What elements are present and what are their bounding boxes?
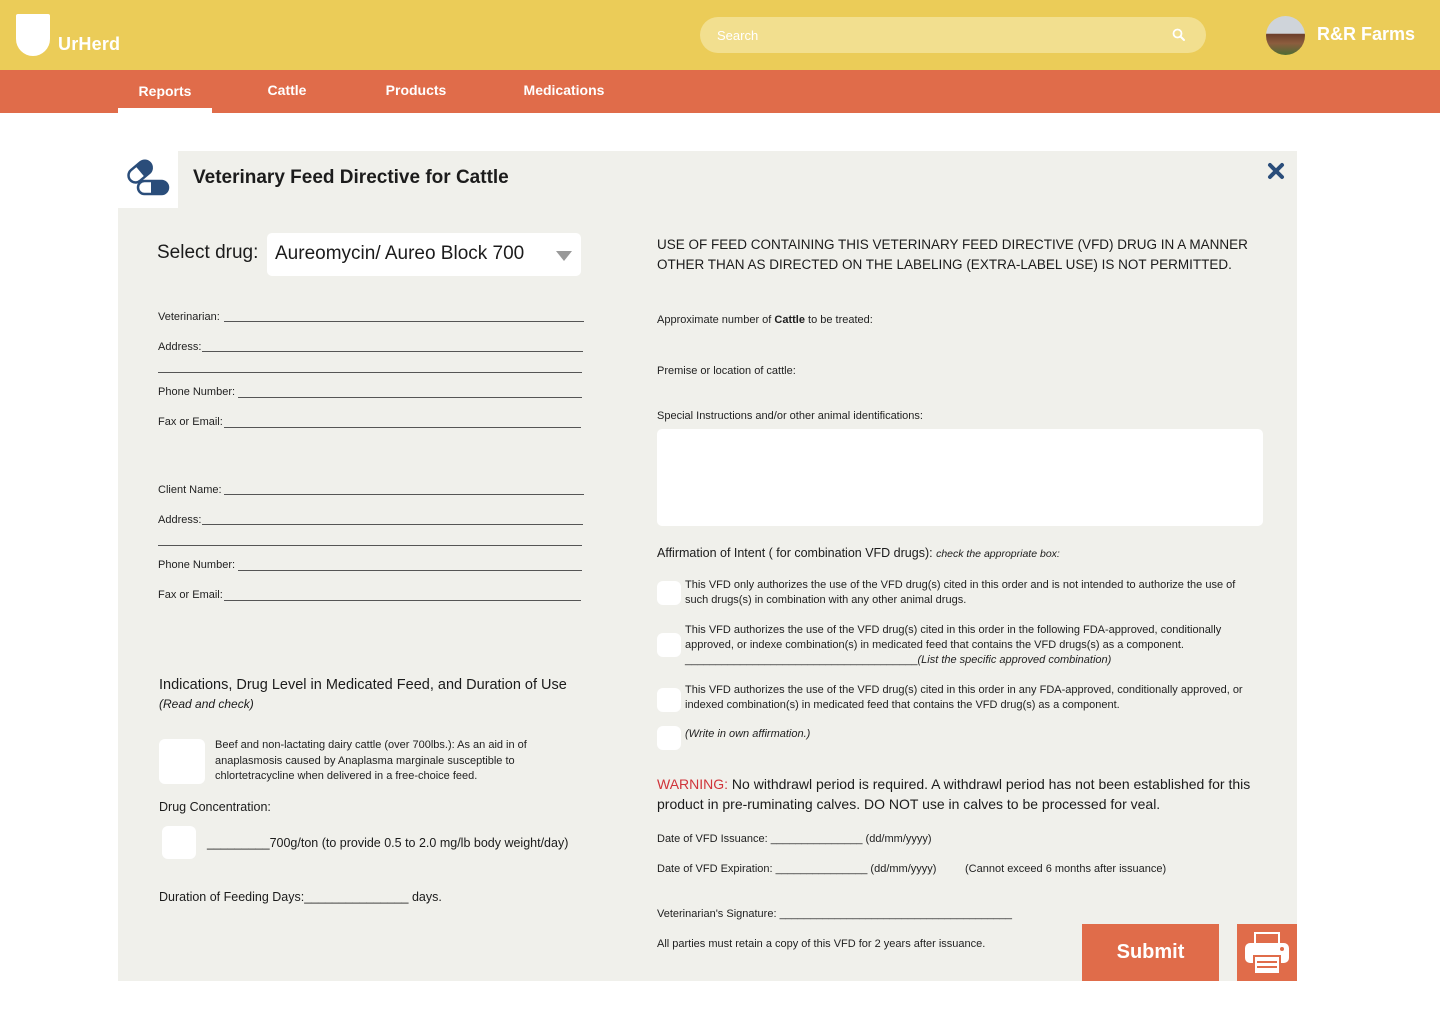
expiration-date-field[interactable]: Date of VFD Expiration: _______________ (dd/mm/yyyy) [657, 863, 937, 875]
affirmation-title-text: Affirmation of Intent ( for combination VFD drugs): [657, 546, 933, 560]
indications-subtitle: (Read and check) [159, 697, 254, 711]
vet-address-label: Address: [158, 341, 202, 353]
special-instructions-label: Special Instructions and/or other animal identifications: [657, 410, 923, 422]
tab-cattle[interactable]: Cattle [267, 82, 307, 98]
warning-body: No withdrawl period is required. A withdrawl period has not been established for this product in pre-ruminating calves. DO NOT use in calves to be processed for veal. [657, 776, 1251, 812]
client-phone-field[interactable] [238, 570, 582, 571]
pills-icon [118, 151, 178, 208]
affirmation-title [657, 546, 1060, 560]
premise-label: Premise or location of cattle: [657, 365, 796, 377]
concentration-checkbox[interactable] [162, 826, 196, 859]
vet-fax-label: Fax or Email: [158, 416, 223, 428]
retain-note: All parties must retain a copy of this VFD for 2 years after issuance. [657, 938, 986, 950]
vet-phone-field[interactable] [238, 397, 582, 398]
feeding-days-text: Duration of Feeding Days:_______________ [159, 890, 409, 904]
extra-label-notice: USE OF FEED CONTAINING THIS VETERINARY FEED DIRECTIVE (VFD) DRUG IN A MANNER OTHER THAN AS DIRECTED ON THE LABELING (EXTRA-LABEL USE) IS NOT PERMITTED. [657, 237, 1248, 272]
select-drug-label: Select drug: [157, 242, 259, 263]
app-name[interactable]: UrHerd [58, 34, 121, 54]
client-address-label: Address: [158, 514, 202, 526]
search-icon[interactable] [1170, 26, 1188, 44]
indications-title: Indications, Drug Level in Medicated Feed, and Duration of Use [159, 677, 567, 693]
approx-number-label [657, 314, 873, 326]
vet-phone-label: Phone Number: [158, 386, 236, 398]
expiration-note: (Cannot exceed 6 months after issuance) [965, 863, 1167, 875]
special-instructions-input[interactable] [657, 429, 1263, 526]
client-address-field-2[interactable] [158, 545, 582, 546]
farm-name[interactable]: R&R Farms [1317, 24, 1416, 44]
client-fax-field[interactable] [224, 600, 581, 601]
combination-blank[interactable]: ______________________________________ [685, 654, 918, 666]
client-name-field[interactable] [224, 494, 584, 495]
feeding-days-label [159, 890, 442, 904]
chevron-down-icon[interactable] [556, 251, 572, 261]
warning-text [657, 774, 1257, 814]
tab-reports[interactable]: Reports [118, 70, 212, 113]
print-button[interactable] [1237, 924, 1297, 981]
signature-field[interactable]: Veterinarian's Signature: ______________________________________ [657, 908, 1013, 920]
client-phone-label: Phone Number: [158, 559, 236, 571]
vet-address-field[interactable] [202, 351, 583, 352]
vet-address-field-2[interactable] [158, 372, 582, 373]
issuance-date-field[interactable]: Date of VFD Issuance: _______________ (dd/mm/yyyy) [657, 833, 932, 845]
indication-text: Beef and non-lactating dairy cattle (over 700lbs.): As an aid in of anaplasmosis caused by Anaplasma marginale susceptible to chlortetracycline when delivered in a free-choice feed. [215, 739, 527, 782]
affirmation-option-4: (Write in own affirmation.) [685, 728, 811, 740]
app-logo-icon[interactable] [16, 14, 50, 56]
submit-button[interactable]: Submit [1082, 924, 1219, 981]
warning-label: WARNING: [657, 776, 729, 792]
feeding-days-suffix: days. [411, 890, 442, 904]
avatar[interactable] [1266, 16, 1305, 55]
vet-fax-field[interactable] [224, 427, 581, 428]
affirmation-hint: check the appropriate box: [936, 548, 1060, 560]
client-name-label: Client Name: [158, 484, 222, 496]
approx-prefix: Approximate number of [657, 314, 775, 326]
drug-select-value: Aureomycin/ Aureo Block 700 [275, 243, 525, 264]
affirmation-checkbox-1[interactable] [657, 581, 681, 605]
affirmation-option-2 [685, 623, 1245, 668]
client-fax-label: Fax or Email: [158, 589, 223, 601]
affirmation-checkbox-4[interactable] [657, 726, 681, 750]
tab-products[interactable]: Products [385, 82, 447, 98]
drug-select[interactable] [267, 233, 581, 276]
indication-checkbox[interactable] [159, 739, 205, 784]
affirmation-checkbox-2[interactable] [657, 633, 681, 657]
affirmation-option-2-text: This VFD authorizes the use of the VFD drug(s) cited in this order in the following FDA-approved, conditionally approved, or indexe combination(s) in medicated feed that contains the VFD drugs(s) as a component. [685, 624, 1222, 651]
affirmation-checkbox-3[interactable] [657, 688, 681, 712]
veterinarian-label: Veterinarian: [158, 311, 220, 323]
search-input[interactable] [700, 17, 1206, 53]
drug-concentration-label: Drug Concentration: [159, 800, 271, 814]
close-icon[interactable] [1266, 161, 1286, 181]
tab-medications[interactable]: Medications [523, 82, 605, 98]
card-icon-box [118, 151, 178, 208]
veterinarian-field[interactable] [224, 321, 584, 322]
approx-suffix: to be treated: [804, 314, 873, 326]
approx-animal: Cattle [774, 314, 805, 326]
affirmation-option-1: This VFD only authorizes the use of the VFD drug(s) cited in this order and is not intended to authorize the use of such drugs(s) in combination with any other animal drugs. [685, 579, 1236, 606]
main-nav [0, 70, 1440, 113]
printer-icon [1237, 924, 1297, 981]
client-address-field[interactable] [202, 524, 583, 525]
combination-note: (List the specific approved combination) [917, 654, 1112, 666]
concentration-option-text: _________700g/ton (to provide 0.5 to 2.0 mg/lb body weight/day) [207, 836, 569, 850]
page-title: Veterinary Feed Directive for Cattle [193, 167, 509, 188]
affirmation-option-3: This VFD authorizes the use of the VFD drug(s) cited in this order in any FDA-approved, conditionally approved, or indexed combination(s) in medicated feed that contains the VFD drug(s) as a component. [685, 684, 1243, 711]
